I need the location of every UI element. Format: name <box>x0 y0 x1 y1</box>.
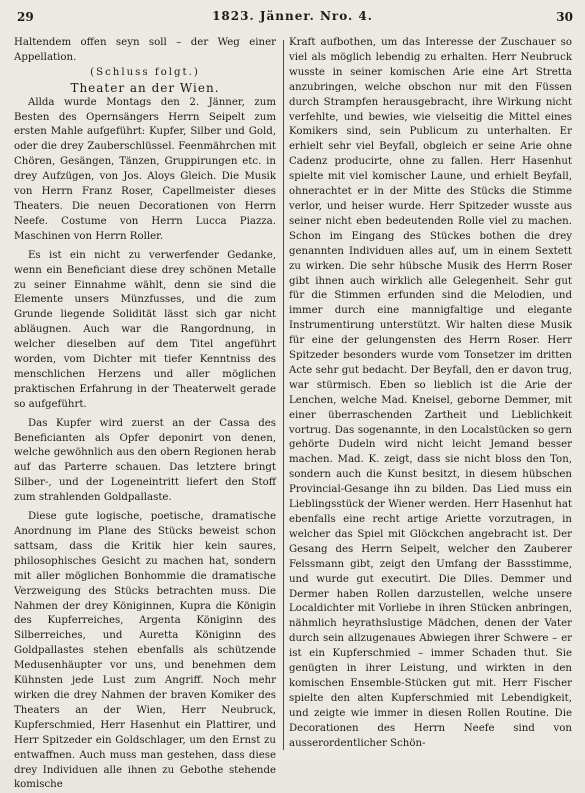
page-number-right: 30 <box>556 10 573 24</box>
paragraph: Diese gute logische, poetische, dramatische Anordnung im Plane des Stücks beweist schon sattsam, dass die Kritik hier kein saures, philosophisches Gesicht zu machen hat, sondern mit aller möglichen Bonhommie die dramatische Verzweigung des Stücks betrachten muss. Die Nahmen der drey Königinnen, Kupra die Königin des Kupferreiches, Argenta Königinn des Silberreiches, und Auretta Königinn des Goldpallastes stehen ebenfalls als schützende Medusenhäupter vor uns, und benehmen dem Kühnsten jede Lust zum Angriff. Noch mehr wirken die drey Nahmen der braven Komiker des Theaters an der Wien, Herr Neubruck, Kupferschmied, Herr Hasenhut ein Plattirer, und Herr Spitzeder ein Goldschlager, um den Ernst zu entwaffnen. Auch muss man gestehen, dass diese drey Individuen alle ihnen zu Gebothe stehende komische <box>14 511 276 791</box>
paragraph: Es ist ein nicht zu verwerfender Gedanke, wenn ein Beneficiant diese drey schönen Metalle zu seiner Einnahme wählt, denn sie sind die Elemente unsers Münzfusses, und die zum Grunde liegende Solidität lässt sich gar nicht abläugnen. Auch war die Rangordnung, in welcher dieselben auf dem Titel angeführt worden, vom Dichter mit tiefer Kenntniss des menschlichen Herzens und aller möglichen praktischen Erfahrung in der Theaterwelt gerade so aufgeführt. <box>14 249 276 410</box>
page-header <box>0 0 585 26</box>
paragraph: Allda wurde Montags den 2. Jänner, zum Besten des Opernsängers Herrn Seipelt zum ersten Mahle aufgeführt: Kupfer, Silber und Gold, oder die drey Zauberschlüssel. Feenmährchen mit Chören, Gesängen, Tänzen, Gruppirungen etc. in drey Aufzügen, von Jos. Aloys Gleich. Die Musik von Herrn Franz Roser, Capellmeister dieses Theaters. Die neuen Decorationen von Herrn Neefe. Costume von Herrn Lucca Piazza. Maschinen von Herrn Roller. <box>14 96 276 242</box>
right-column <box>289 36 572 752</box>
left-column <box>14 36 276 793</box>
paragraph: Kraft aufbothen, um das Interesse der Zuschauer so viel als möglich lebendig zu erhalten. Herr Neubruck wusste in seiner komischen Arie eine Art Stretta anzubringen, welche obschon nur mit den Füssen durch Strampfen herausgebracht, ihre Wirkung nicht verfehlte, und bewies, wie vielseitig die Mittel eines Komikers sind, sein Publicum zu unterhalten. Er erhielt sehr viel Beyfall, obgleich er seine Arie ohne Cadenz producirte, ohne zu fallen. Herr Hasenhut spielte mit viel komischer Laune, und erhielt Beyfall, ohnerachtet er in der Mitte des Stücks die Stimme verlor, und heiser wurde. Herr Spitzeder wusste aus seiner nicht eben bedeutenden Rolle viel zu machen. Schon im Eingang des Stückes bothen die drey genannten Individuen alles auf, um in einem Sextett zu wirken. Die sehr hübsche Musik des Herrn Roser gibt ihnen auch wirklich alle Gelegenheit. Sehr gut für die Stimmen erfunden sind die Melodien, und immer durch eine mannigfaltige und elegante Instrumentirung unterstützt. Wir halten diese Musik für eine der gelungensten des Herrn Roser. Herr Spitzeder besonders wurde vom Tonsetzer im dritten Acte sehr gut bedacht. Der Beyfall, den er davon trug, war stürmisch. Eben so lieblich ist die Arie der Lenchen, welche Mad. Kneisel, geborne Demmer, mit einer überraschenden Zartheit und Lieblichkeit vortrug. Das sogenannte, in den Localstücken so gern gehörte Dudeln wird nicht leicht Jemand besser machen. Mad. K. zeigt, dass sie nicht bloss den Ton, sondern auch die Kunst besitzt, in diesem hübschen Provincial-Gesange ihn zu bilden. Das Lied muss ein Lieblingsstück der Wiener werden. Herr Hasenhut hat ebenfalls eine recht artige Ariette vorzutragen, in welcher das Spiel mit Glöckchen angebracht ist. Der Gesang des Herrn Seipelt, welcher den Zauberer Felssmann gibt, zeigt den Umfang der Bassstimme, und wurde gut executirt. Die Dlles. Demmer und Dermer haben Rollen darzustellen, welche unsere Localdichter mit Vorliebe in ihren Stücken anbringen, nähmlich heyrathslustige Mädchen, denen der Vater durch sein allzugenaues Abwiegen ihrer Schwere – er ist ein Kupferschmied – immer Schaden thut. Sie genügten in ihrer Leistung, und wirkten in den komischen Ensemble-Stücken gut mit. Herr Fischer spielte den alten Kupferschmied mit Lebendigkeit, und zeigte wie immer in diesen Rollen Routine. Die Decorationen des Herrn Neefe sind von ausserordentlicher Schön- <box>289 37 572 749</box>
closing-note: (Schluss folgt.) <box>90 66 200 78</box>
section-title: Theater an der Wien. <box>70 80 220 95</box>
running-head: 1823. Jänner. Nro. 4. <box>212 9 373 23</box>
continuation-text: Haltendem offen seyn soll – der Weg einer Appellation. <box>14 37 276 63</box>
column-divider <box>283 40 284 750</box>
paragraph: Das Kupfer wird zuerst an der Cassa des Beneficianten als Opfer deponirt von denen, welche gewöhnlich aus den obern Regionen herab auf das Parterre schauen. Das letztere bringt Silber-, und der Logeneintritt liefert den Stoff zum strahlenden Goldpallaste. <box>14 417 276 504</box>
page-number-left: 29 <box>17 10 34 24</box>
